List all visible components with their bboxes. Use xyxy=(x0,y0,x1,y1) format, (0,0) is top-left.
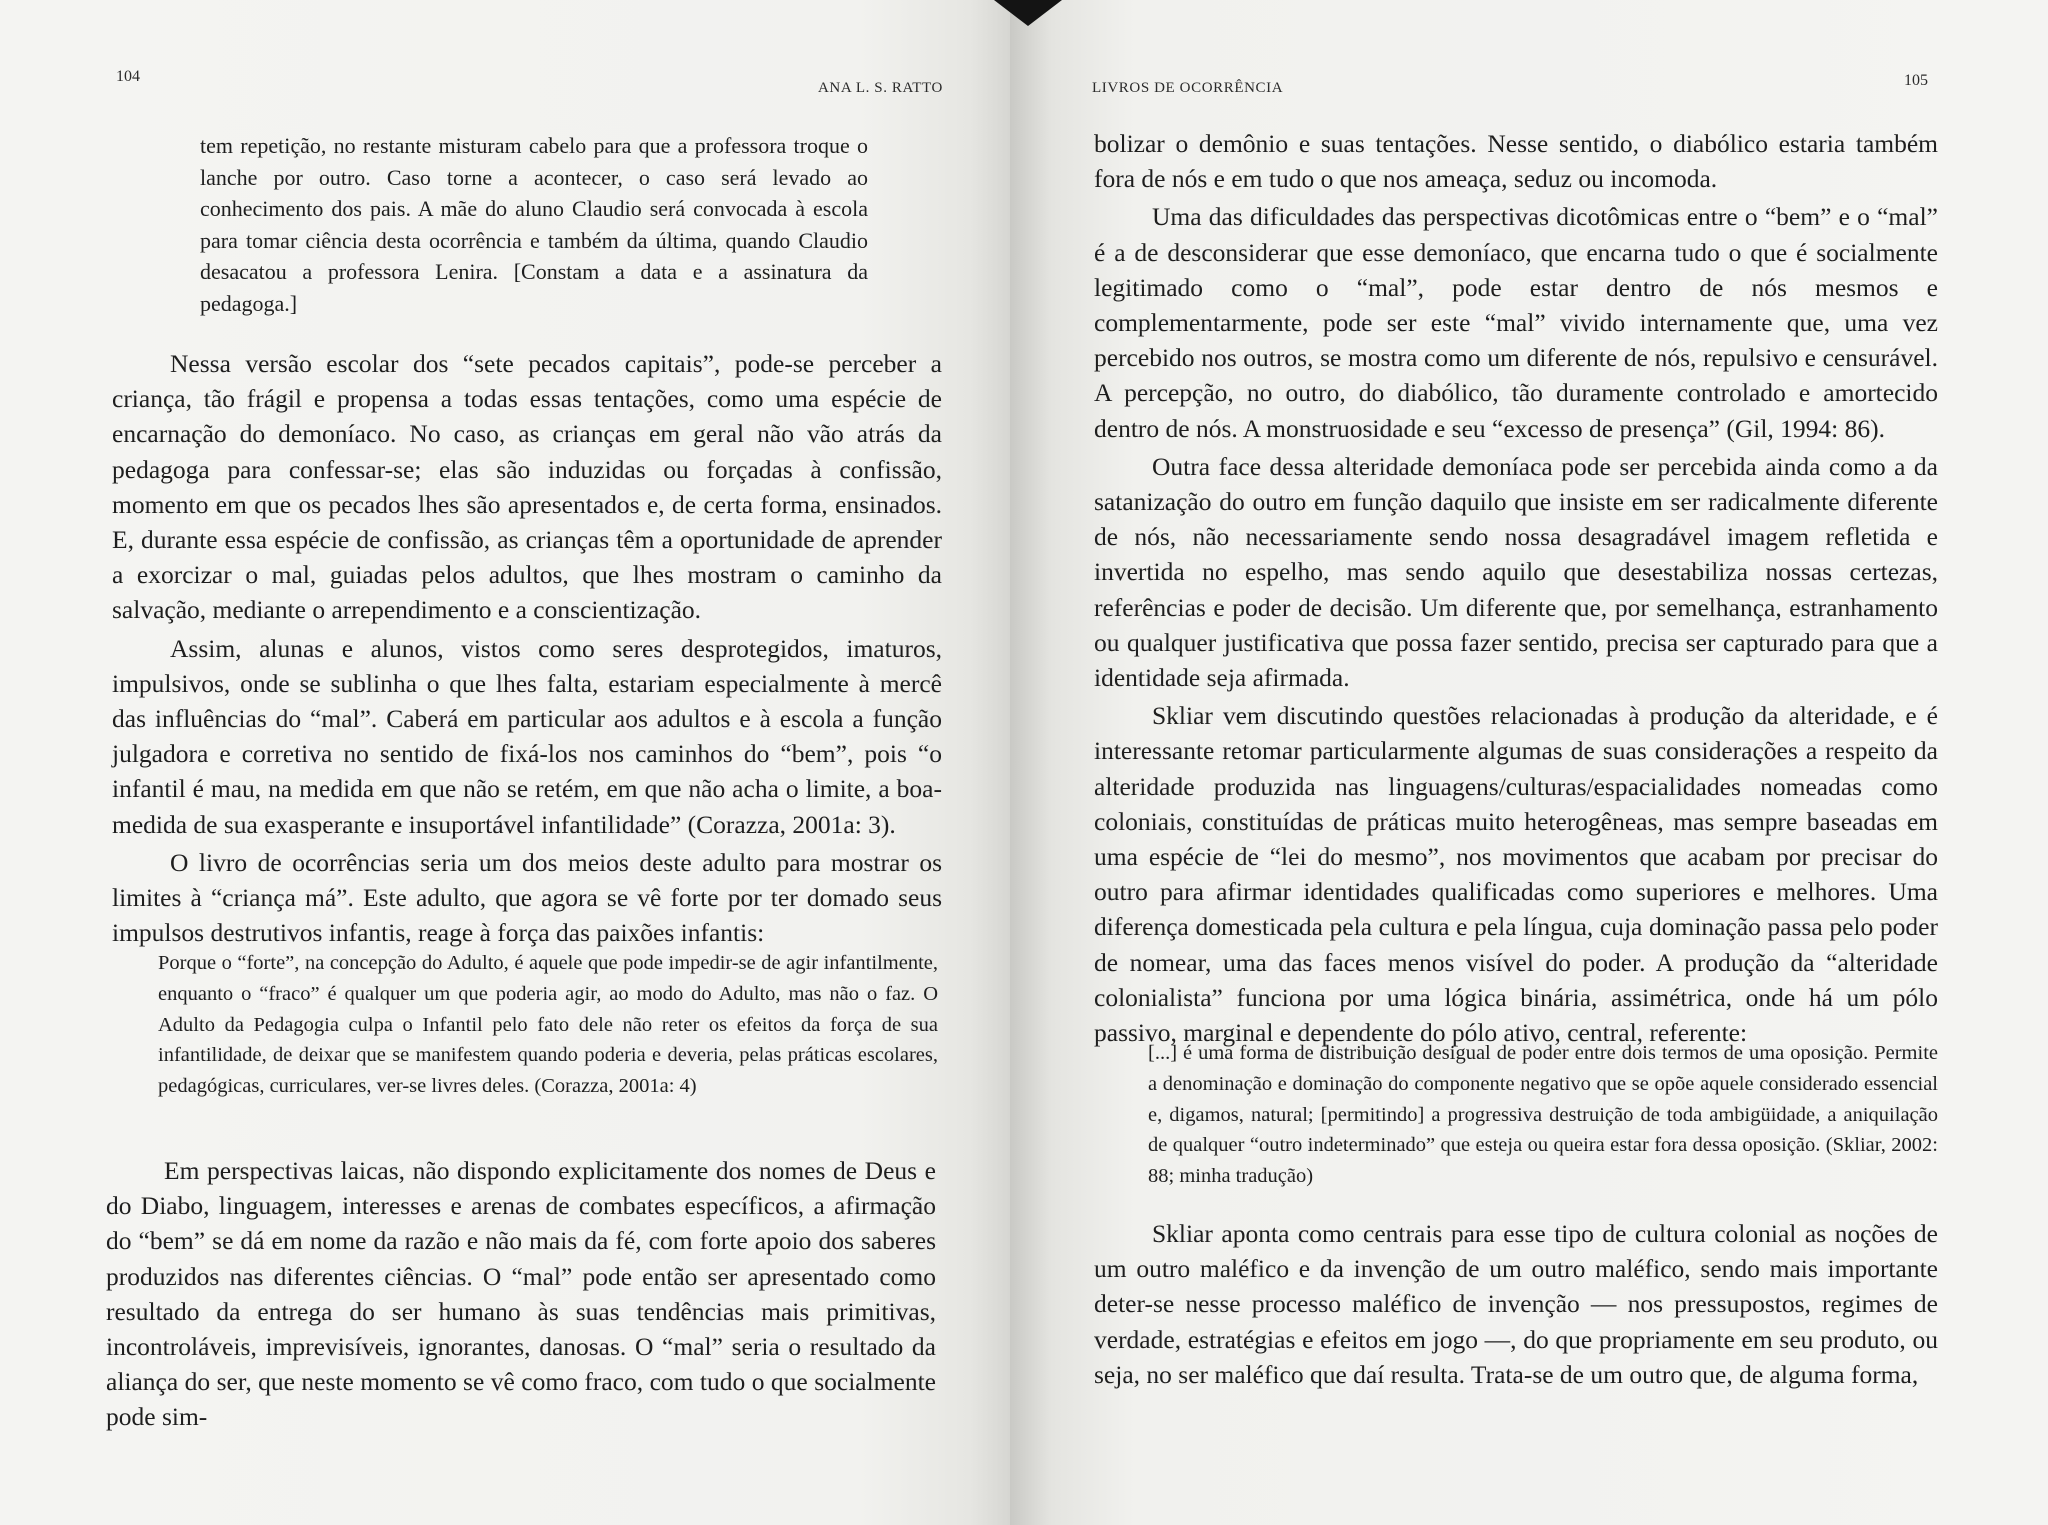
left-page xyxy=(0,0,1010,1525)
right-paragraph-2: Uma das dificuldades das perspectivas dicotômicas entre o “bem” e o “mal” é a de desconsiderar que esse demoníaco, que encarna tudo o que é socialmente legitimado como o “mal”, pode estar dentro de nós mesmos e complementarmente, pode ser este “mal” vivido internamente que, uma vez percebido nos outros, se mostra como um diferente de nós, repulsivo e censurável. A percepção, no outro, do diabólico, tão duramente controlado e amortecido dentro de nós. A monstruosidade e seu “excesso de presença” (Gil, 1994: 86). xyxy=(1094,202,1938,443)
right-paragraph-1: bolizar o demônio e suas tentações. Nesse sentido, o diabólico estaria também fora de nós e em tudo o que nos ameaça, seduz ou incomoda. xyxy=(1094,129,1938,194)
right-page-number: 105 xyxy=(1904,72,1928,89)
right-paragraph-3: Outra face dessa alteridade demoníaca pode ser percebida ainda como a da satanização do outro em função daquilo que insiste em ser radicalmente diferente de nós, não necessariamente sendo nossa desagradável imagem refletida e invertida no espelho, mas sendo aquilo que desestabiliza nossas certezas, referências e poder de decisão. Um diferente que, por semelhança, estranhamento ou qualquer justificativa que possa fazer sentido, precisa ser capturado para que a identidade seja afirmada. xyxy=(1094,451,1938,693)
left-block-quote: Porque o “forte”, na concepção do Adulto, é aquele que pode impedir-se de agir infantilmente, enquanto o “fraco” é qualquer um que poderia agir, ao modo do Adulto, mas não o faz. O Adulto da Pedagogia culpa o Infantil pelo fato dele não reter os efeitos da força de sua infantilidade, de deixar que se manifestem quando poderia e deveria, pelas práticas escolares, pedagógicas, curriculares, ver-se livres deles. (Corazza, 2001a: 4) xyxy=(158,952,938,1098)
left-paragraph-1: Nessa versão escolar dos “sete pecados capitais”, pode-se perceber a criança, tão frágil e propensa a todas essas tentações, como uma espécie de encarnação do demoníaco. No caso, as crianças em geral não vão atrás da pedagoga para confessar-se; elas são induzidas ou forçadas à confissão, momento em que os pecados lhes são apresentados e, de certa forma, ensinados. E, durante essa espécie de confissão, as crianças têm a oportunidade de aprender a exorcizar o mal, guiadas pelos adultos, que lhes mostram o caminho da salvação, mediante o arrependimento e a conscientização. xyxy=(112,349,942,625)
binding-notch xyxy=(994,0,1062,26)
right-final-paragraph-block xyxy=(1094,1216,1938,1392)
left-paragraph-2: Assim, alunas e alunos, vistos como seres desprotegidos, imaturos, impulsivos, onde se sublinha o que lhes falta, estariam especialmente à mercê das influências do “mal”. Caberá em particular aos adultos e à escola a função julgadora e corretiva no sentido de fixá-los nos caminhos do “bem”, pois “o infantil é mau, na medida em que não se retém, em que não acha o limite, a boa-medida de sua exasperante e insuportável infantilidade” (Corazza, 2001a: 3). xyxy=(112,633,942,839)
left-running-head: ANA L. S. RATTO xyxy=(818,80,943,96)
right-block-quote: [...] é uma forma de distribuição desigual de poder entre dois termos de uma oposição. Permite a denominação e dominação do componente negativo que se opõe aquele considerado essencial e, digamos, natural; [permitindo] a progressiva destruição de toda ambigüidade, a aniquilação de qualquer “outro indeterminado” que esteja ou queira estar fora dessa oposição. (Skliar, 2002: 88; minha tradução) xyxy=(1148,1042,1938,1188)
left-final-paragraph-block xyxy=(106,1153,936,1435)
left-page-number: 104 xyxy=(116,68,140,85)
left-paragraph-3: O livro de ocorrências seria um dos meios deste adulto para mostrar os limites à “criança má”. Este adulto, que agora se vê forte por ter domado seus impulsos destrutivos infantis, reage à força das paixões infantis: xyxy=(112,847,942,948)
left-body-text xyxy=(112,346,942,950)
right-paragraph-4: Skliar vem discutindo questões relacionadas à produção da alteridade, e é interessante retomar particularmente algumas de suas considerações a respeito da alteridade produzida nas linguagens/culturas/espacialidades nomeadas como coloniais, constituídas de práticas muito heterogêneas, mas sempre baseadas em uma espécie de “lei do mesmo”, nos movimentos que acabam por precisar do outro para afirmar identidades qualificadas como superiores e melhores. Uma diferença domesticada pela cultura e pela língua, cuja dominação passa pelo poder de nomear, uma das faces menos visível do poder. A produção da “alteridade colonialista” funciona por uma lógica binária, assimétrica, onde há um pólo passivo, marginal e dependente do pólo ativo, central, referente: xyxy=(1094,701,1938,1048)
right-final-paragraph: Skliar aponta como centrais para esse tipo de cultura colonial as noções de um outro maléfico e da invenção de um outro maléfico, sendo mais importante deter-se nesse processo maléfico de invenção — nos pressupostos, regimes de verdade, estratégias e efeitos em jogo —, do que propriamente em seu produto, ou seja, no ser maléfico que daí resulta. Trata-se de um outro que, de alguma forma, xyxy=(1094,1219,1938,1389)
right-body-text xyxy=(1094,126,1938,1050)
right-running-head: LIVROS DE OCORRÊNCIA xyxy=(1092,80,1284,96)
left-final-paragraph: Em perspectivas laicas, não dispondo explicitamente dos nomes de Deus e do Diabo, linguagem, interesses e arenas de combates específicos, a afirmação do “bem” se dá em nome da razão e não mais da fé, com forte apoio dos saberes produzidos nas diferentes ciências. O “mal” pode então ser apresentado como resultado da entrega do ser humano às suas tendências mais primitivas, incontroláveis, imprevisíveis, ignorantes, danosas. O “mal” seria o resultado da aliança do ser, que neste momento se vê como fraco, com tudo o que socialmente pode sim- xyxy=(106,1156,936,1432)
right-page xyxy=(1010,0,2048,1525)
left-top-block-quote: tem repetição, no restante misturam cabelo para que a professora troque o lanche por outro. Caso torne a acontecer, o caso será levado ao conhecimento dos pais. A mãe do aluno Claudio será convocada à escola para tomar ciência desta ocorrência e também da última, quando Claudio desacatou a professora Lenira. [Constam a data e a assinatura da pedagoga.] xyxy=(200,133,868,316)
